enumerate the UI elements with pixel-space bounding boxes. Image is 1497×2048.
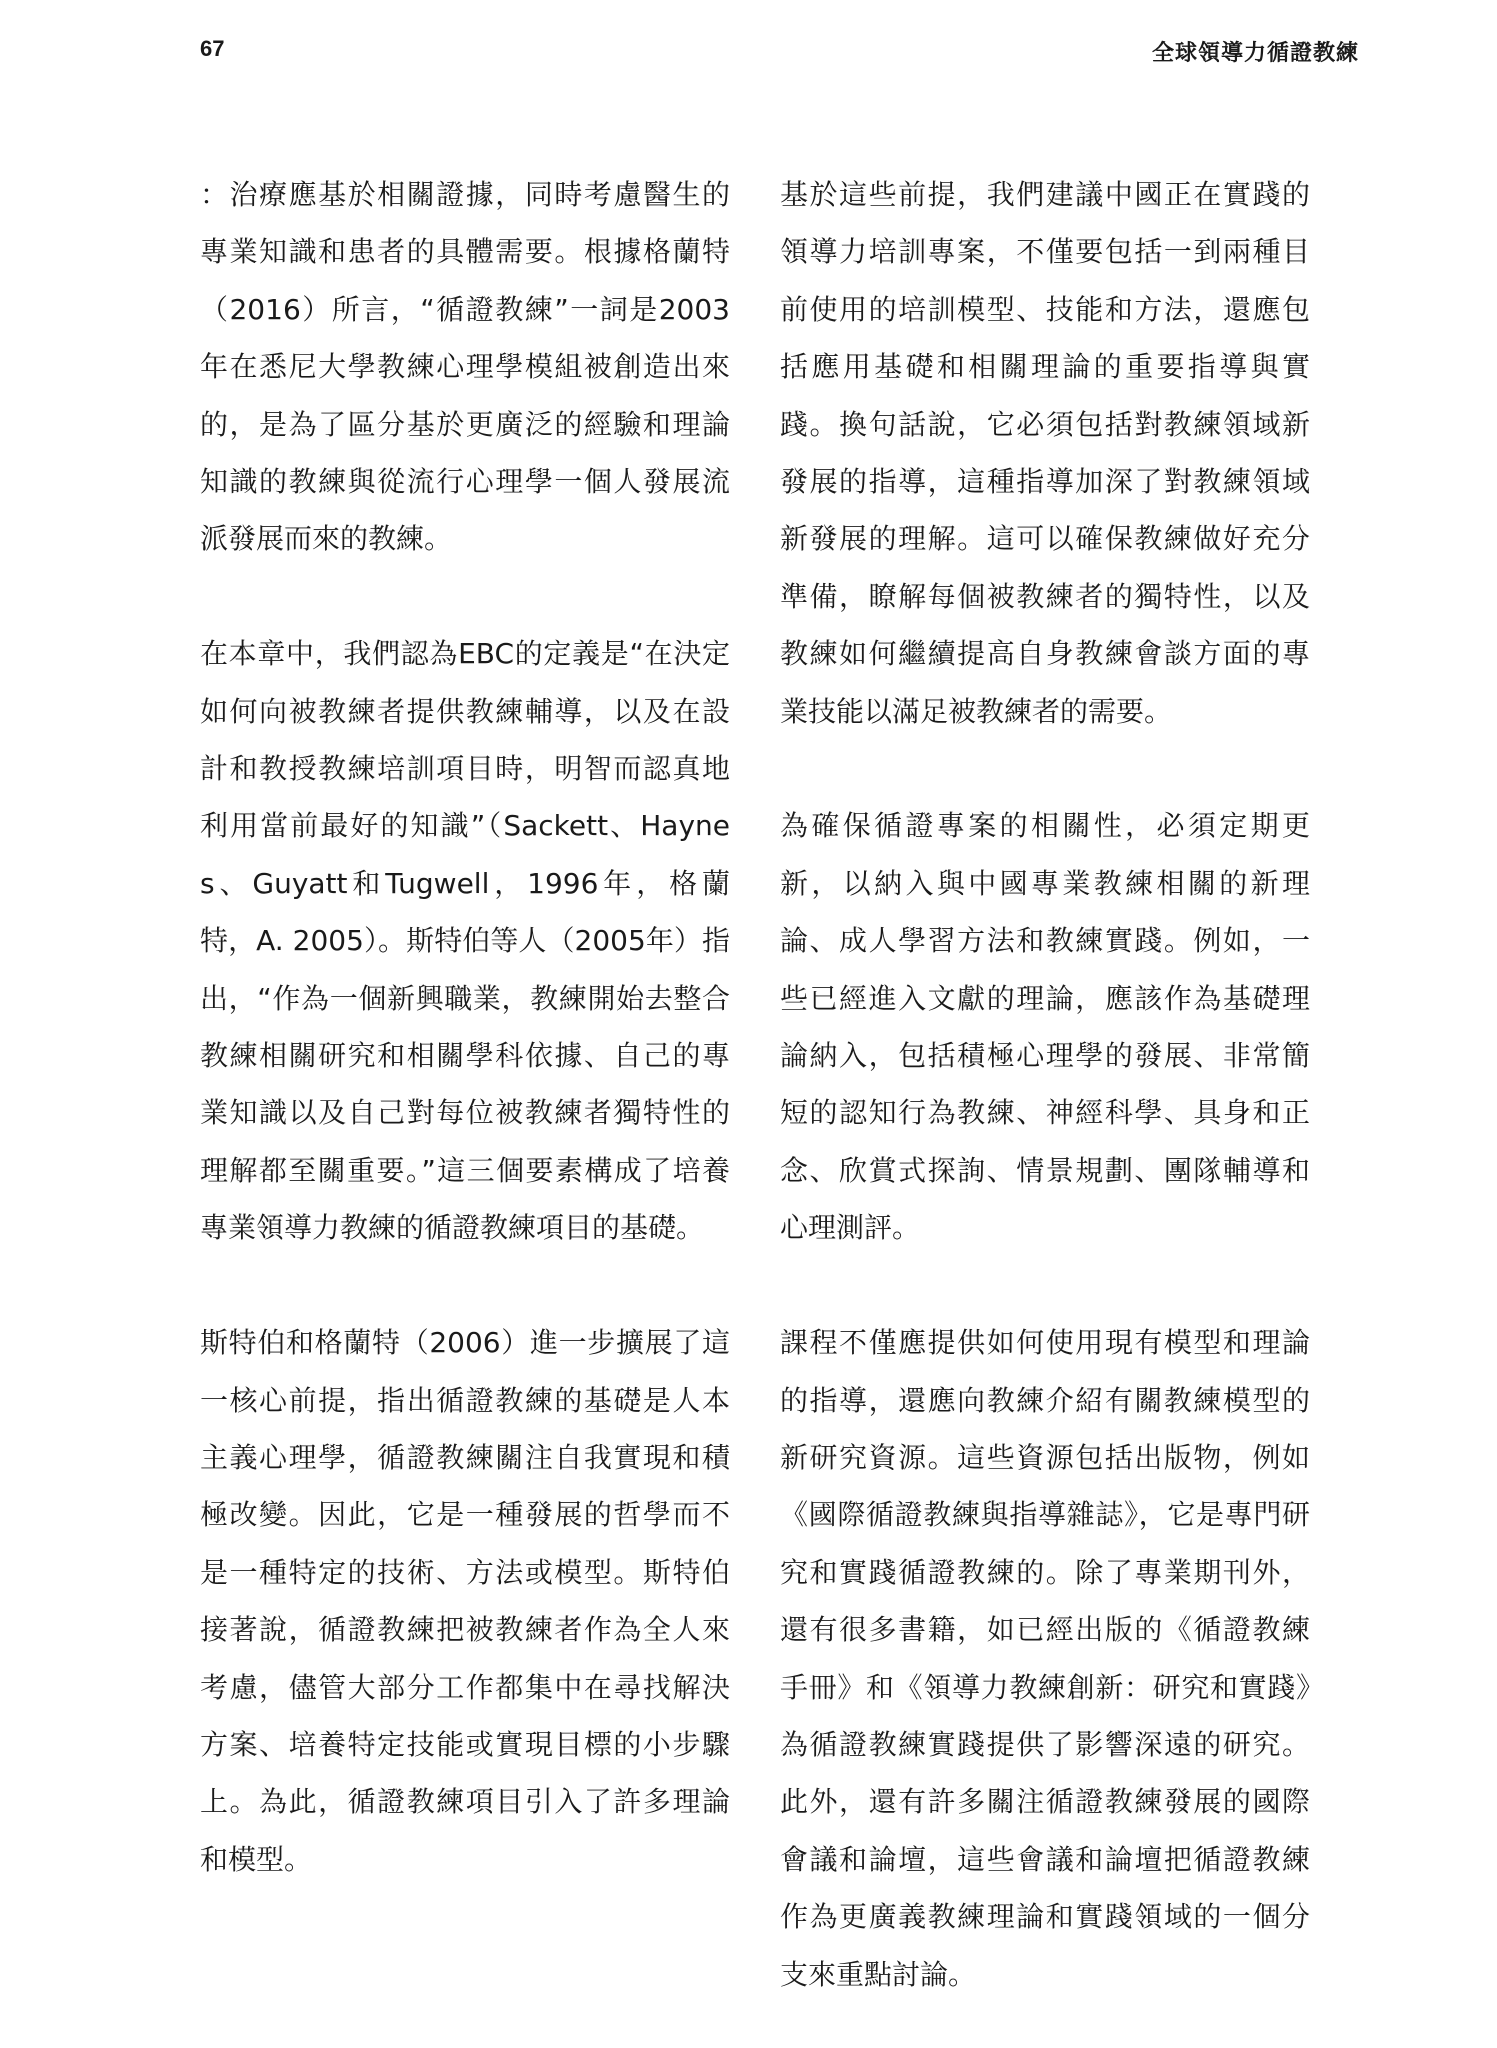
left-paragraph-2: 在本章中，我們認為EBC的定義是“在決定如何向被教練者提供教練輔導，以及在設計和教授教練培訓項目時，明智而認真地利用當前最好的知識”（Sackett、Haynes、Guyatt和Tugwell，1996年，格蘭特，A. 2005）。斯特伯等人（2005年）指出，“作為一個新興職業，教練開始去整合教練相關研究和相關學科依據、自己的專業知識以及自己對每位被教練者獨特性的理解都至關重要。”這三個要素構成了培養專業領導力教練的循證教練項目的基礎。	[200, 637, 730, 1245]
right-paragraph-2: 為確保循證專案的相關性，必須定期更新，以納入與中國專業教練相關的新理論、成人學習方法和教練實踐。例如，一些已經進入文獻的理論，應該作為基礎理論納入，包括積極心理學的發展、非常簡短的認知行為教練、神經科學、具身和正念、欣賞式探詢、情景規劃、團隊輔導和心理測評。	[780, 809, 1310, 1245]
left-paragraph-1: ：治療應基於相關證據，同時考慮醫生的專業知識和患者的具體需要。根據格蘭特（2016）所言，“循證教練”一詞是2003年在悉尼大學教練心理學模組被創造出來的，是為了區分基於更廣泛的經驗和理論知識的教練與從流行心理學一個人發展流派發展而來的教練。	[200, 178, 730, 556]
running-header-title: 全球領導力循證教練	[1151, 41, 1359, 66]
left-column	[200, 166, 730, 1888]
right-paragraph-1: 基於這些前提，我們建議中國正在實踐的領導力培訓專案，不僅要包括一到兩種目前使用的培訓模型、技能和方法，還應包括應用基礎和相關理論的重要指導與實踐。換句話說，它必須包括對教練領域新發展的指導，這種指導加深了對教練領域新發展的理解。這可以確保教練做好充分準備，瞭解每個被教練者的獨特性，以及教練如何繼續提高自身教練會談方面的專業技能以滿足被教練者的需要。	[780, 178, 1310, 728]
page-number: 67	[200, 36, 225, 61]
right-column	[780, 166, 1310, 2003]
right-paragraph-3: 課程不僅應提供如何使用現有模型和理論的指導，還應向教練介紹有關教練模型的新研究資源。這些資源包括出版物，例如《國際循證教練與指導雜誌》，它是專門研究和實踐循證教練的。除了專業期刊外，還有很多書籍，如已經出版的《循證教練手冊》和《領導力教練創新：研究和實踐》為循證教練實踐提供了影響深遠的研究。此外，還有許多關注循證教練發展的國際會議和論壇，這些會議和論壇把循證教練作為更廣義教練理論和實踐領域的一個分支來重點討論。	[780, 1326, 1310, 1991]
left-paragraph-3: 斯特伯和格蘭特（2006）進一步擴展了這一核心前提，指出循證教練的基礎是人本主義心理學，循證教練關注自我實現和積極改變。因此，它是一種發展的哲學而不是一種特定的技術、方法或模型。斯特伯接著說，循證教練把被教練者作為全人來考慮，儘管大部分工作都集中在尋找解決方案、培養特定技能或實現目標的小步驟上。為此，循證教練項目引入了許多理論和模型。	[200, 1326, 730, 1876]
